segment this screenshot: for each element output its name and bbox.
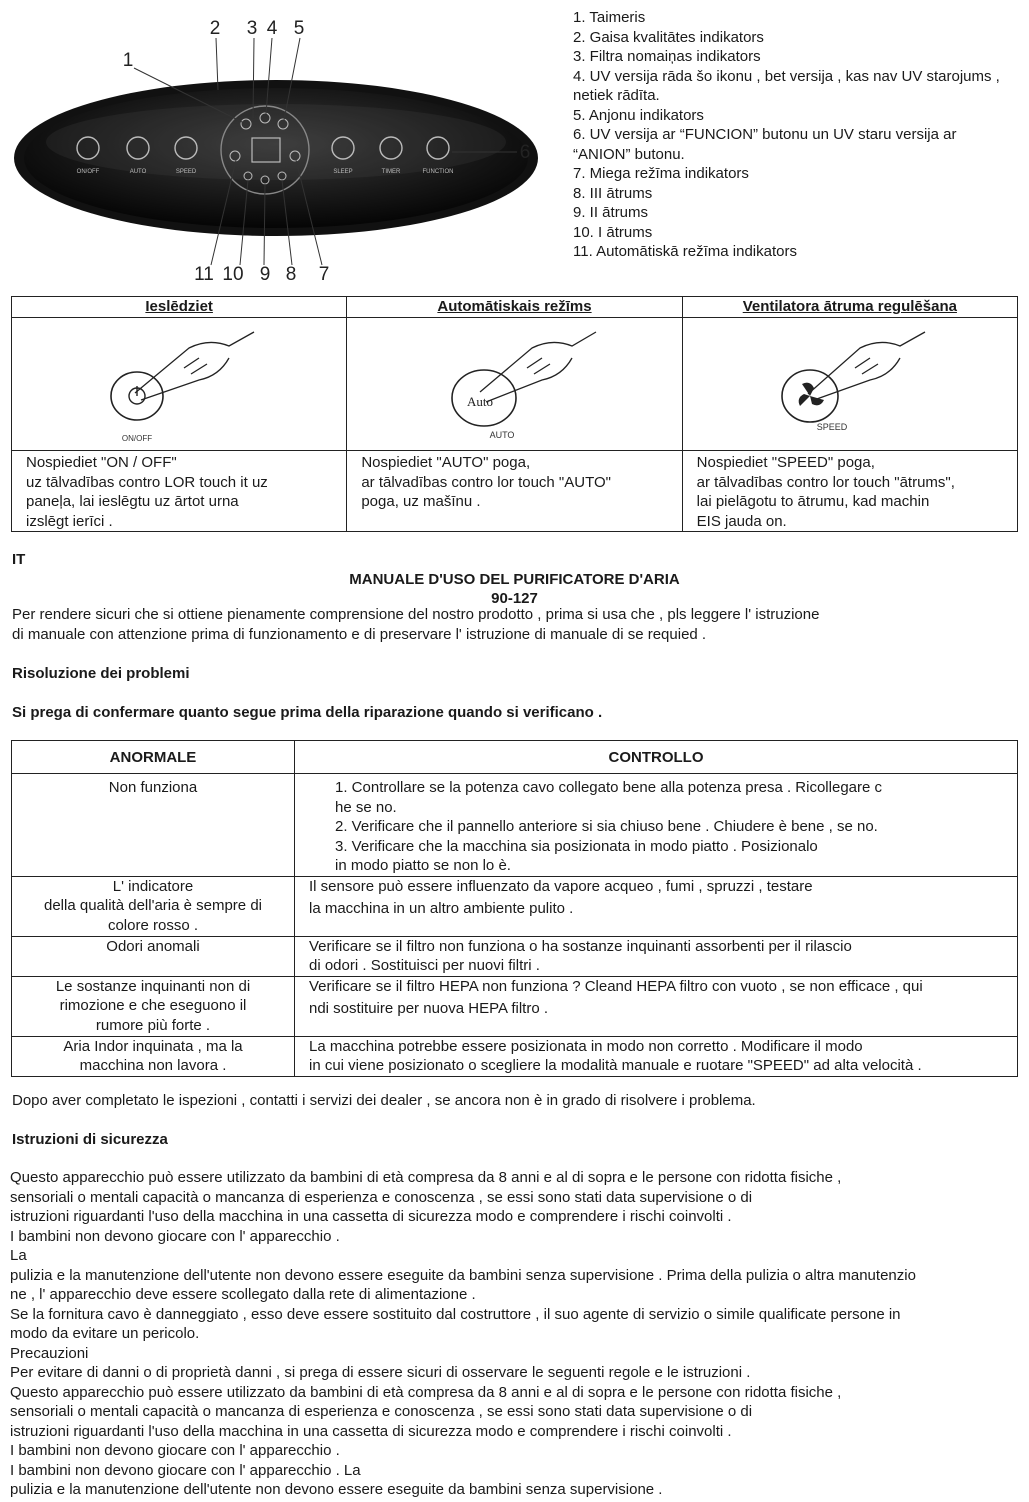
control-panel-diagram (8, 10, 556, 290)
callout-4: 4 (266, 18, 278, 39)
legend-item: 2. Gaisa kvalitātes indikators (573, 28, 764, 46)
callout-7: 7 (318, 264, 330, 285)
header-abnormal: ANORMALE (12, 741, 295, 774)
speed-description: Nospiediet "SPEED" poga, ar tālvadības contro lor touch "ātrums", lai pielāgotu to ātrumu, kad machin EIS jauda on. (682, 451, 1017, 532)
legend-item: 10. I ātrums (573, 223, 653, 241)
panel-label-onoff: ON/OFF (76, 169, 100, 175)
intro-paragraph: Per rendere sicuri che si ottiene pienamente comprensione del nostro prodotto , prima si usa che , pls leggere l' istruzione di manuale con attenzione prima di funzionamento e di preservare l' istruzione di manuale di se requied . (12, 606, 820, 643)
table-row: Le sostanze inquinanti non di rimozione e che eseguono il rumore più forte . Verificare se il filtro HEPA non funziona ? Cleand HEPA filtro con vuoto , se non efficace , qui ndi sostituire per nuova HEPA filtro . (12, 976, 1018, 1036)
fan-icon (798, 383, 823, 406)
auto-button-text: Auto (467, 394, 494, 409)
auto-description: Nospiediet "AUTO" poga, ar tālvadības contro lor touch "AUTO" poga, uz mašīnu . (347, 451, 682, 532)
operation-table (11, 296, 1018, 532)
table-row: L' indicatore della qualità dell'aria è sempre di colore rosso . Il sensore può essere influenzato da vapore acqueo , fumi , spruzzi , testare la macchina in un altro ambiente pulito . (12, 876, 1018, 936)
header-power-on: Ieslēdziet (12, 297, 347, 318)
callout-6: 6 (519, 142, 531, 163)
troubleshooting-heading: Risoluzione dei problemi (12, 665, 190, 682)
header-fan-speed: Ventilatora ātruma regulēšana (682, 297, 1017, 318)
confirm-heading: Si prega di confermare quanto segue prima della riparazione quando si verificano . (12, 704, 603, 721)
troubleshooting-table (11, 740, 1018, 1077)
legend-list (573, 8, 1013, 262)
table-row: Aria Indor inquinata , ma la macchina non lavora . La macchina potrebbe essere posizionata in modo non corretto . Modificare il modo in cui viene posizionato o scegliere la modalità manuale e ruotare "SPEED" ad alta velocità . (12, 1036, 1018, 1076)
panel-label-sleep: SLEEP (333, 169, 353, 175)
panel-label-timer: TIMER (381, 169, 401, 175)
panel-label-function: FUNCTION (422, 169, 454, 175)
auto-caption: AUTO (490, 430, 515, 440)
auto-hand-illustration (347, 318, 682, 451)
table-row: Non funziona 1. Controllare se la potenza cavo collegato bene alla potenza presa . Ricollegare c he se no. 2. Verificare che il pannello anteriore si sia chiuso bene . Chiudere è bene , se no. 3. Verificare che la macchina sia posizionata in modo piatto . Posizionalo in modo piatto se non lo è. (12, 774, 1018, 877)
legend-item: 6. UV versija ar “FUNCION” butonu un UV staru versija ar “ANION” butonu. (573, 126, 957, 163)
onoff-caption: ON/OFF (122, 434, 153, 443)
callout-10: 10 (222, 264, 244, 285)
legend-item: 9. II ātrums (573, 204, 649, 221)
legend-item: 1. Taimeris (573, 9, 646, 26)
safety-heading: Istruzioni di sicurezza (12, 1131, 168, 1148)
callout-11: 11 (194, 264, 214, 285)
table-row: Odori anomali Verificare se il filtro non funziona o ha sostanze inquinanti assorbenti per il rilascio di odori . Sostituisci per nuovi filtri . (12, 936, 1018, 976)
callout-9: 9 (259, 264, 271, 285)
precautions-heading: Precauzioni (10, 1344, 89, 1362)
legend-item: 11. Automātiskā režīma indikators (573, 243, 797, 260)
header-check: CONTROLLO (295, 741, 1018, 774)
power-description: Nospiediet "ON / OFF" uz tālvadības contro LOR touch it uz paneļa, lai ieslēgtu uz ārtot urna izslēgt ierīci . (12, 451, 347, 532)
speed-caption: SPEED (816, 422, 848, 432)
legend-item: 3. Filtra nomaiņas indikators (573, 48, 761, 65)
legend-item: 4. UV versija rāda šo ikonu , bet versija , kas nav UV starojums , netiek rādīta. (573, 67, 1000, 104)
callout-5: 5 (293, 18, 305, 39)
after-table-note: Dopo aver completato le ispezioni , contatti i servizi dei dealer , se ancora non è in grado di risolvere i problema. (12, 1092, 756, 1109)
header-auto-mode: Automātiskais režīms (347, 297, 682, 318)
legend-item: 5. Anjonu indikators (573, 106, 704, 124)
legend-item: 8. III ātrums (573, 184, 653, 202)
safety-text: Questo apparecchio può essere utilizzato da bambini di età compresa da 8 anni e al di sopra e le persone con ridotta fisiche , sensoriali o mentali capacità o mancanza di esperienza e conoscenza , se essi sono stati data supervisione o di istruzioni riguardanti l'uso della macchina in una cassetta di sicurezza modo e comprendere i rischi coinvolti . I bambini non devono giocare con l' apparecchio . La pulizia e la manutenzione dell'utente non devono essere eseguite da bambini senza supervisione . Prima della pulizia o altra manutenzio ne , l' apparecchio deve essere scollegato dalla rete di alimentazione . Se la fornitura cavo è danneggiato , esso deve essere sostituito dal costruttore , il suo agente di servizio o simile qualificate persone in modo da evitare un pericolo. Precauzioni Per evitare di danni o di proprietà danni , si prega di essere sicuri di osservare le seguenti regole e le istruzioni . Questo apparecchio può essere utilizzato da bambini di età compresa da 8 anni e al di sopra e le persone con ridotta fisiche , sensoriali o mentali capacità o mancanza di esperienza e conoscenza , se essi sono stati data supervisione o di istruzioni riguardanti l'uso della macchina in una cassetta di sicurezza modo e comprendere i rischi coinvolti . I bambini non devono giocare con l' apparecchio . I bambini non devono giocare con l' apparecchio . La pulizia e la manutenzione dell'utente non devono essere eseguite da bambini senza supervisione . (10, 1168, 1020, 1500)
callout-1: 1 (122, 50, 134, 71)
legend-item: 7. Miega režīma indikators (573, 165, 749, 182)
panel-label-auto: AUTO (129, 169, 147, 175)
callout-3: 3 (246, 18, 258, 39)
model-number: 90-127 (491, 590, 538, 607)
manual-title: MANUALE D'USO DEL PURIFICATORE D'ARIA 90-127 (0, 570, 1029, 608)
language-tag: IT (12, 551, 26, 568)
speed-hand-illustration (682, 318, 1017, 451)
power-hand-illustration (12, 318, 347, 451)
panel-label-speed: SPEED (175, 169, 197, 175)
callout-8: 8 (285, 264, 297, 285)
callout-2: 2 (209, 18, 221, 39)
